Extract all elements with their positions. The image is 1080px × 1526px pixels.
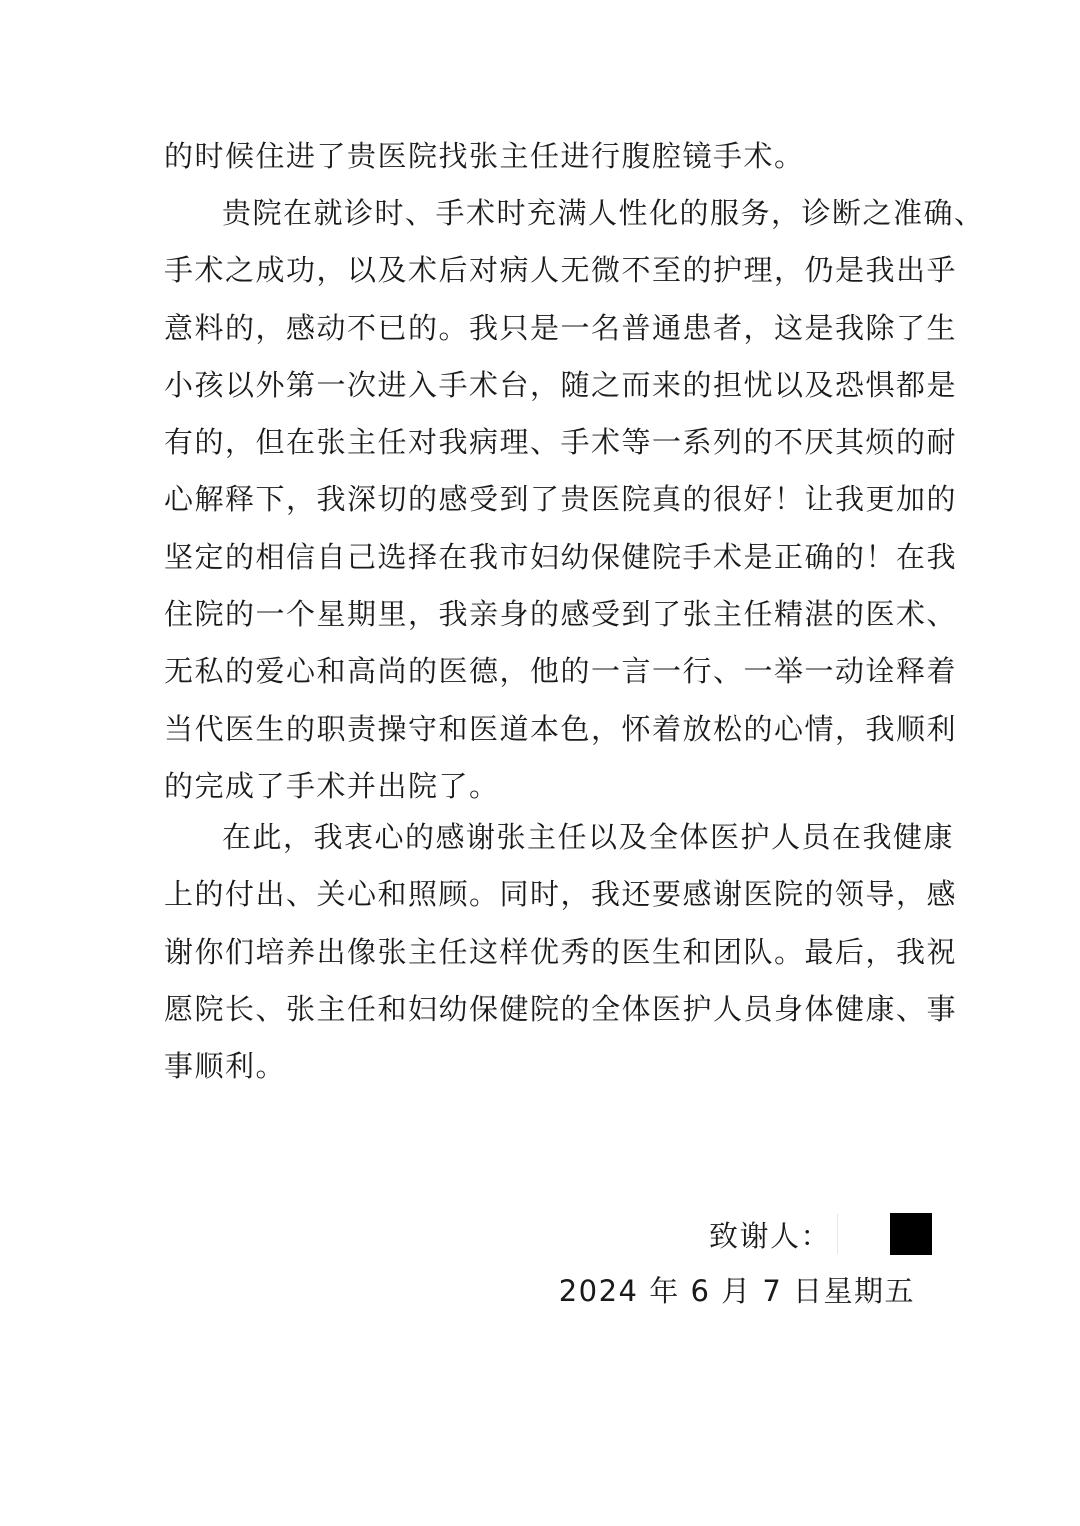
paragraph-2 (164, 809, 958, 1095)
intro-paragraph (164, 128, 924, 185)
text-line: 意料的，感动不已的。我只是一名普通患者，这是我除了生 (164, 310, 958, 345)
text-line: 手术之成功，以及术后对病人无微不至的护理，仍是我出乎 (164, 253, 958, 288)
text-line: 的完成了手术并出院了。 (164, 768, 500, 803)
signature-label: 致谢人： (708, 1218, 831, 1253)
text-line: 愿院长、张主任和妇幼保健院的全体医护人员身体健康、事 (164, 991, 958, 1026)
signature-name-blank (837, 1214, 886, 1254)
letter-date: 2024 年 6 月 7 日星期五 (558, 1274, 915, 1308)
text-line: 上的付出、关心和照顾。同时，我还要感谢医院的领导，感 (164, 877, 958, 912)
text-line: 当代医生的职责操守和医道本色，怀着放松的心情，我顺利 (164, 711, 958, 746)
text-line: 无私的爱心和高尚的医德，他的一言一行、一举一动诠释着 (164, 654, 958, 689)
text-line: 在此，我衷心的感谢张主任以及全体医护人员在我健康 (222, 820, 955, 854)
signature-line (709, 1208, 932, 1260)
redaction-box (890, 1213, 932, 1255)
text-line: 贵院在就诊时、手术时充满人性化的服务，诊断之准确、 (222, 196, 985, 230)
paragraph-1 (164, 185, 985, 815)
text-line: 住院的一个星期里，我亲身的感受到了张主任精湛的医术、 (164, 597, 958, 632)
text-line: 事顺利。 (164, 1049, 287, 1084)
text-line: 的时候住进了贵医院找张主任进行腹腔镜手术。 (164, 139, 805, 173)
text-line: 小孩以外第一次进入手术台，随之而来的担忧以及恐惧都是 (164, 367, 958, 402)
text-line: 坚定的相信自己选择在我市妇幼保健院手术是正确的！在我 (164, 539, 958, 574)
text-line: 有的，但在张主任对我病理、手术等一系列的不厌其烦的耐 (164, 425, 958, 460)
text-line: 心解释下，我深切的感受到了贵医院真的很好！让我更加的 (164, 482, 958, 517)
text-line: 谢你们培养出像张主任这样优秀的医生和团队。最后，我祝 (164, 934, 958, 969)
